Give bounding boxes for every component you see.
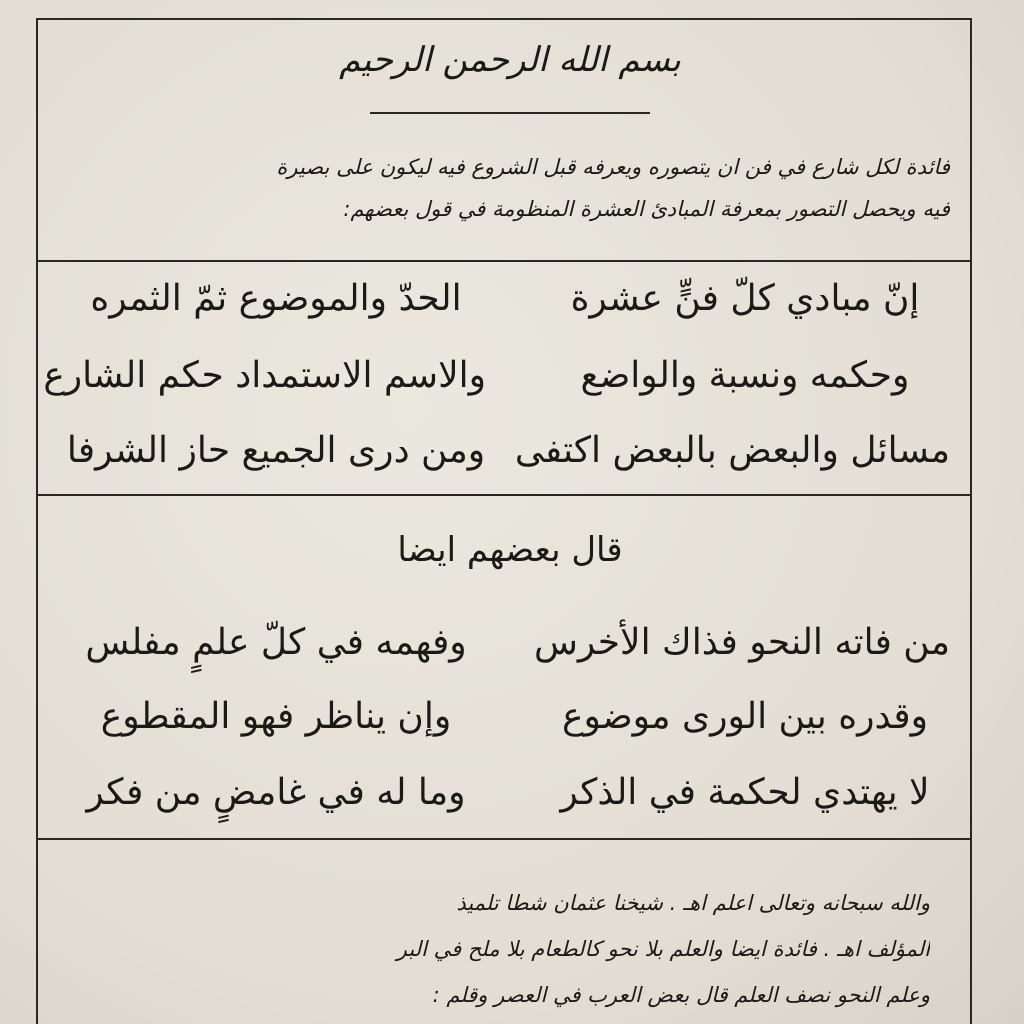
verse-hemistich-left: الحدّ والموضوع ثمّ الثمره [90, 278, 462, 319]
footer-paragraph [80, 880, 930, 1018]
intro-line: فيه ويحصل التصور بمعرفة المبادئ العشرة المنظومة في قول بعضهم: [343, 197, 950, 221]
divider-line [36, 494, 972, 496]
divider-line [36, 260, 972, 262]
verse-hemistich-left: ومن درى الجميع حاز الشرفا [66, 430, 486, 471]
basmala-underline [370, 112, 650, 114]
verse-hemistich-left: وإن يناظر فهو المقطوع [100, 696, 452, 737]
verse-hemistich-right: إنّ مبادي كلّ فنٍّ عشرة [570, 278, 920, 319]
footer-line: والله سبحانه وتعالى اعلم اهـ . شيخنا عثمان شطا تلميذ [456, 891, 930, 915]
verse-hemistich-right: لا يهتدي لحكمة في الذكر [560, 772, 930, 813]
intro-line: فائدة لكل شارع في فن ان يتصوره ويعرفه قبل الشروع فيه ليكون على بصيرة [276, 155, 950, 179]
verse-hemistich-right: وقدره بين الورى موضوع [561, 696, 928, 737]
verse-hemistich-left: والاسم الاستمداد حكم الشارع [43, 355, 486, 396]
verse-hemistich-right: من فاته النحو فذاك الأخرس [533, 622, 950, 663]
divider-line [36, 838, 972, 840]
verse-hemistich-right: مسائل والبعض بالبعض اكتفى [514, 430, 950, 471]
basmala-heading: بسم الله الرحمن الرحيم [339, 40, 681, 80]
section-heading: قال بعضهم ايضا [397, 530, 623, 570]
verse-hemistich-right: وحكمه ونسبة والواضع [580, 355, 910, 396]
footer-line: المؤلف اهـ . فائدة ايضا والعلم بلا نحو كالطعام بلا ملح في البر [396, 937, 930, 961]
verse-hemistich-left: وما له في غامضٍ من فكر [86, 772, 466, 813]
footer-line: وعلم النحو نصف العلم قال بعض العرب في العصر وقلم : [432, 983, 930, 1007]
verse-hemistich-left: وفهمه في كلّ علمٍ مفلس [85, 622, 467, 663]
intro-paragraph [60, 146, 950, 230]
